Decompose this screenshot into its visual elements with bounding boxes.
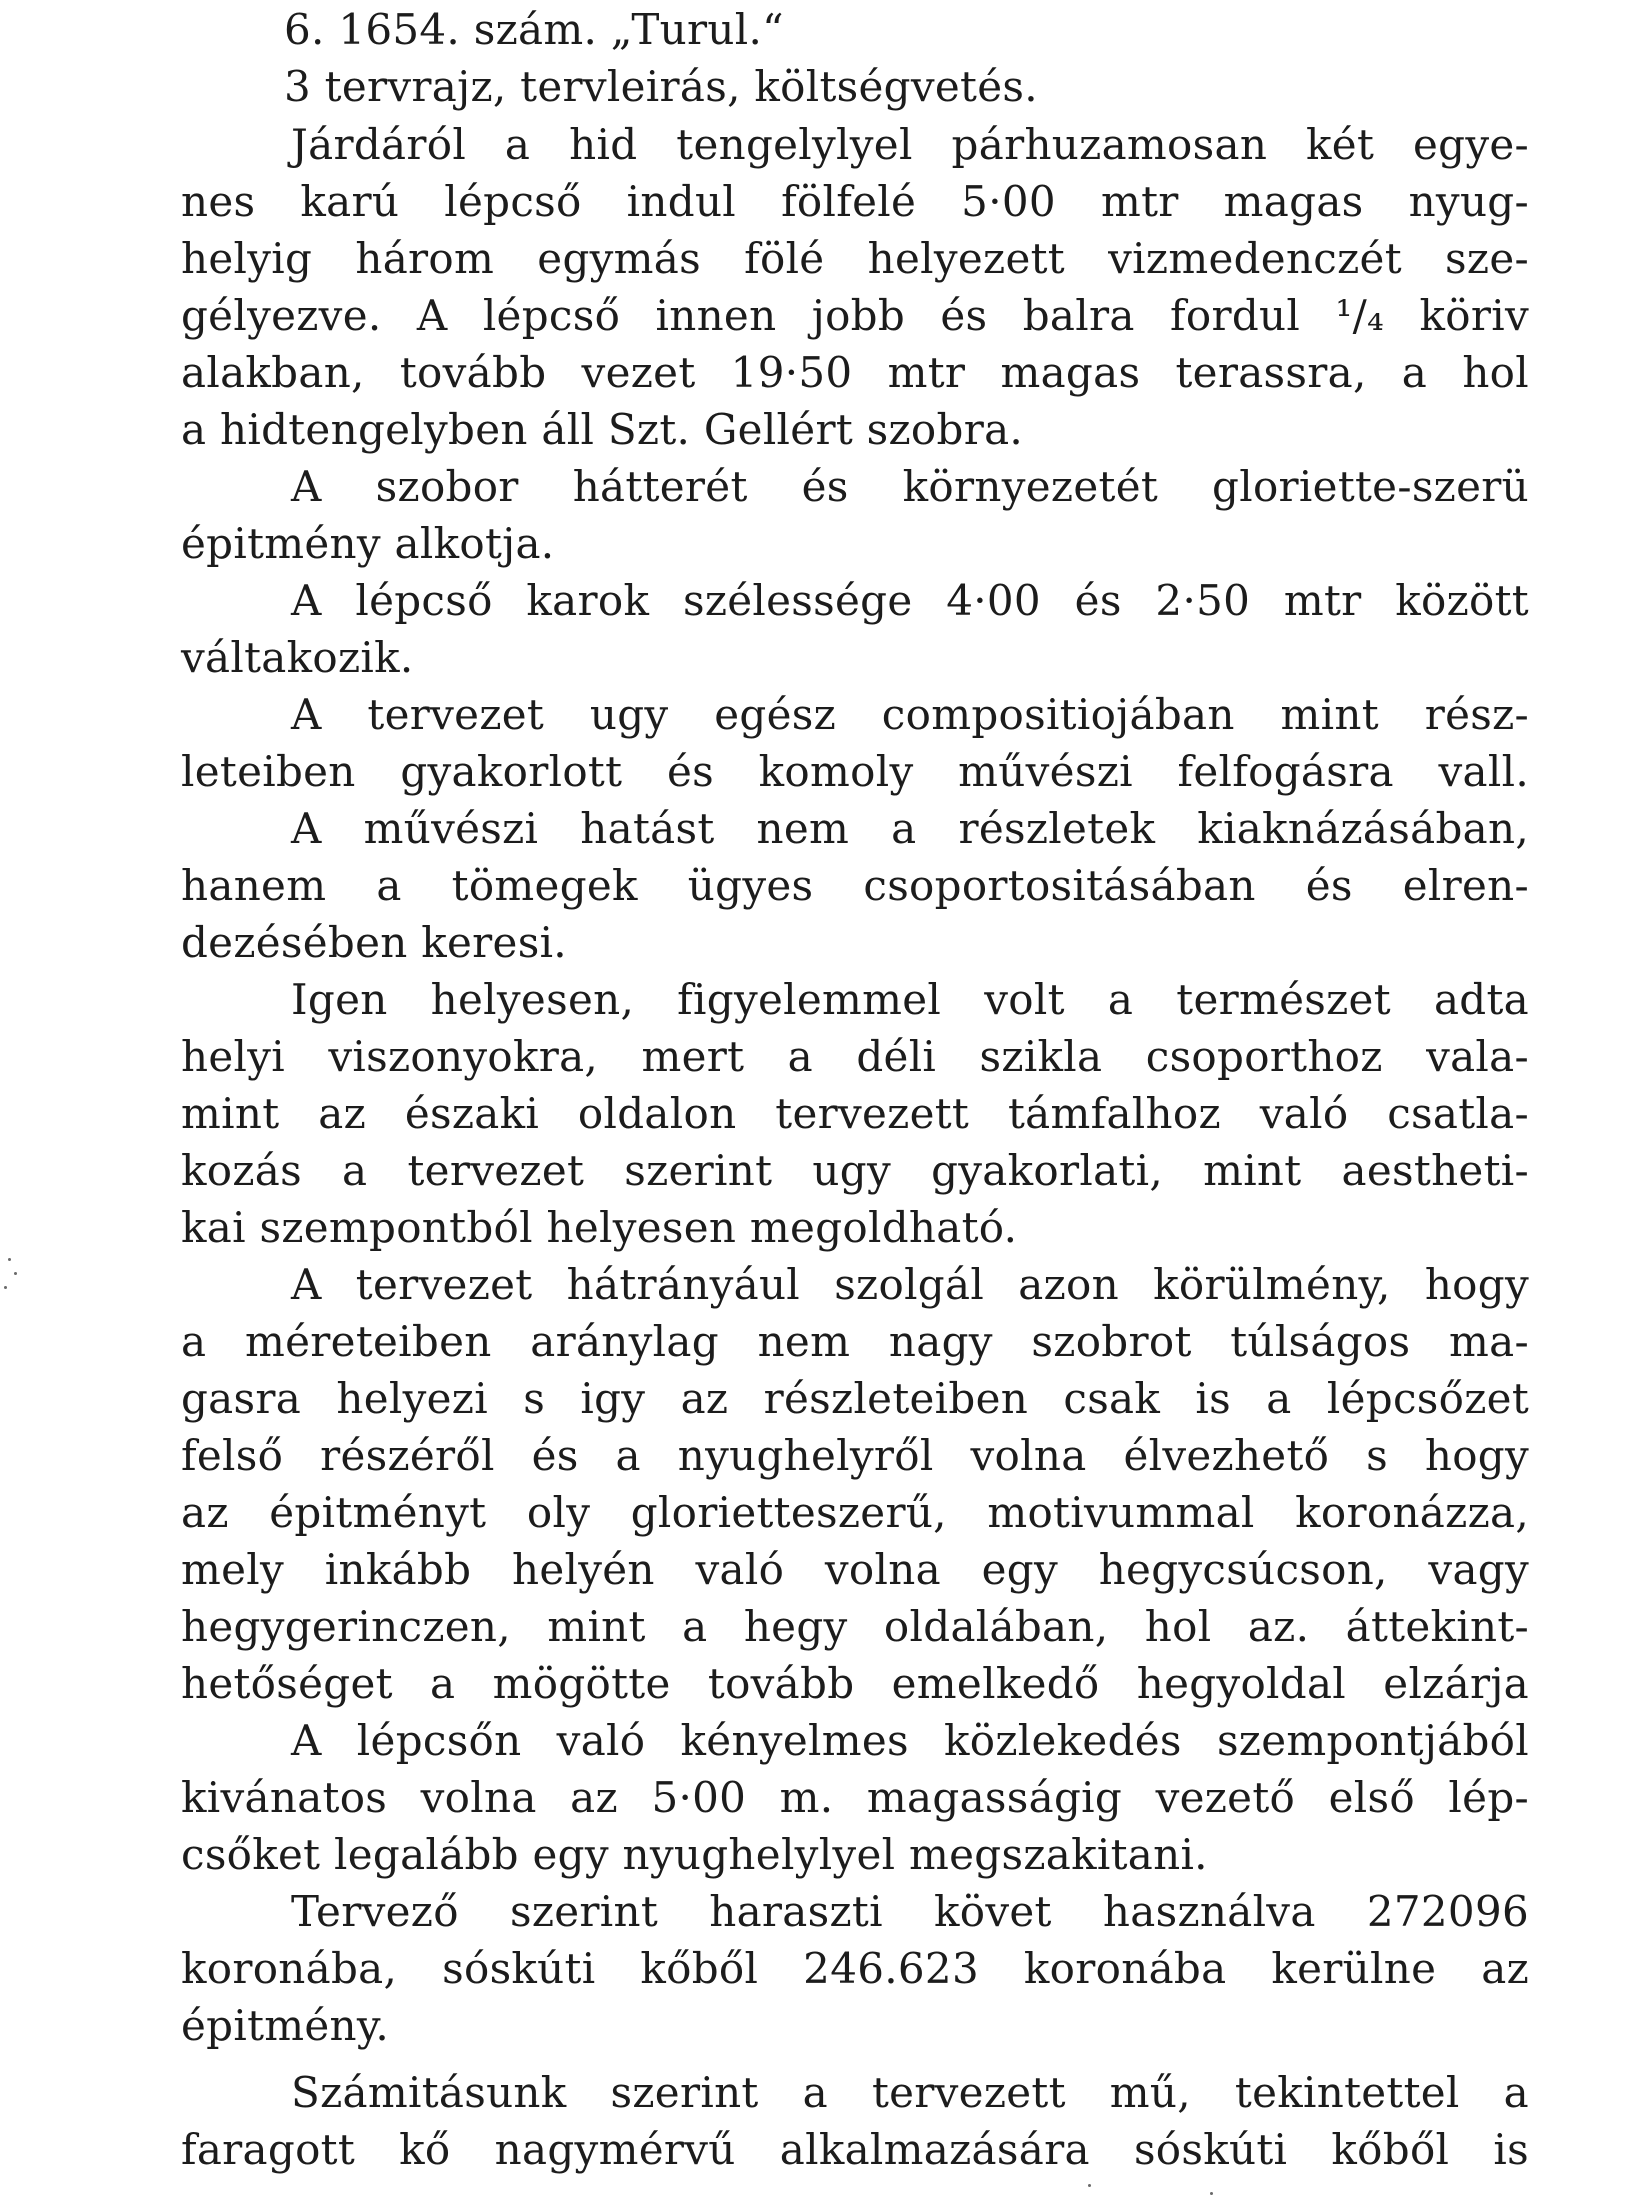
text-line: váltakozik.: [181, 633, 414, 682]
scan-speck: [8, 1258, 11, 1261]
text-line: épitmény.: [181, 2001, 389, 2050]
text-line: A szobor hátterét és környezetét gloriette-szerü: [291, 462, 1529, 511]
text-line: az épitményt oly glorietteszerű, motivummal koronázza,: [181, 1488, 1529, 1537]
text-line: felső részéről és a nyughelyről volna élvezhető s hogy: [181, 1431, 1529, 1480]
scan-speck: [4, 1286, 7, 1289]
text-line: dezésében keresi.: [181, 918, 567, 967]
text-line: nes karú lépcső indul fölfelé 5·00 mtr magas nyug-: [181, 177, 1529, 226]
text-line: épitmény alkotja.: [181, 519, 555, 568]
text-line: mint az északi oldalon tervezett támfalhoz való csatla-: [181, 1089, 1529, 1138]
entry-contents: 3 tervrajz, tervleirás, költségvetés.: [284, 62, 1038, 111]
text-line: kai szempontból helyesen megoldható.: [181, 1203, 1018, 1252]
text-line: alakban, tovább vezet 19·50 mtr magas terassra, a hol: [181, 348, 1529, 397]
entry-heading: 6. 1654. szám. „Turul.“: [284, 5, 784, 54]
document-page: [181, 0, 1529, 2201]
scan-speck: [1210, 2192, 1213, 2195]
text-line: koronába, sóskúti kőből 246.623 koronába kerülne az: [181, 1944, 1529, 1993]
scan-speck: [1088, 2184, 1091, 2187]
text-line: csőket legalább egy nyughelylyel megszakitani.: [181, 1830, 1208, 1879]
text-line: a hidtengelyben áll Szt. Gellért szobra.: [181, 405, 1024, 454]
text-line: A lépcső karok szélessége 4·00 és 2·50 mtr között: [291, 576, 1529, 625]
text-line: hetőséget a mögötte tovább emelkedő hegyoldal elzárja: [181, 1659, 1529, 1708]
text-line: hegygerinczen, mint a hegy oldalában, hol az. áttekint-: [181, 1602, 1529, 1651]
text-line: Igen helyesen, figyelemmel volt a természet adta: [291, 975, 1529, 1024]
text-line: A lépcsőn való kényelmes közlekedés szempontjából: [291, 1716, 1529, 1765]
text-line: Járdáról a hid tengelylyel párhuzamosan két egye-: [291, 120, 1529, 169]
text-line: mely inkább helyén való volna egy hegycsúcson, vagy: [181, 1545, 1529, 1594]
text-line: Tervező szerint haraszti követ használva 272096: [291, 1887, 1529, 1936]
text-line: hanem a tömegek ügyes csoportositásában és elren-: [181, 861, 1529, 910]
text-line: a méreteiben aránylag nem nagy szobrot túlságos ma-: [181, 1317, 1529, 1366]
text-line: A művészi hatást nem a részletek kiaknázásában,: [291, 804, 1529, 853]
text-line: gasra helyezi s igy az részleteiben csak is a lépcsőzet: [181, 1374, 1529, 1423]
scan-speck: [14, 1272, 17, 1275]
text-line: leteiben gyakorlott és komoly művészi felfogásra vall.: [181, 747, 1529, 796]
text-line: helyig három egymás fölé helyezett vizmedenczét sze-: [181, 234, 1529, 283]
text-line: A tervezet ugy egész compositiojában mint rész-: [291, 690, 1529, 739]
text-line: helyi viszonyokra, mert a déli szikla csoporthoz vala-: [181, 1032, 1529, 1081]
text-line: kozás a tervezet szerint ugy gyakorlati, mint aestheti-: [181, 1146, 1529, 1195]
text-line: faragott kő nagymérvű alkalmazására sóskúti kőből is: [181, 2125, 1529, 2174]
text-line: Számitásunk szerint a tervezett mű, tekintettel a: [291, 2068, 1529, 2117]
text-line: gélyezve. A lépcső innen jobb és balra fordul ¹/₄ köriv: [181, 291, 1529, 340]
text-line: A tervezet hátrányául szolgál azon körülmény, hogy: [291, 1260, 1529, 1309]
text-line: kivánatos volna az 5·00 m. magasságig vezető első lép-: [181, 1773, 1529, 1822]
